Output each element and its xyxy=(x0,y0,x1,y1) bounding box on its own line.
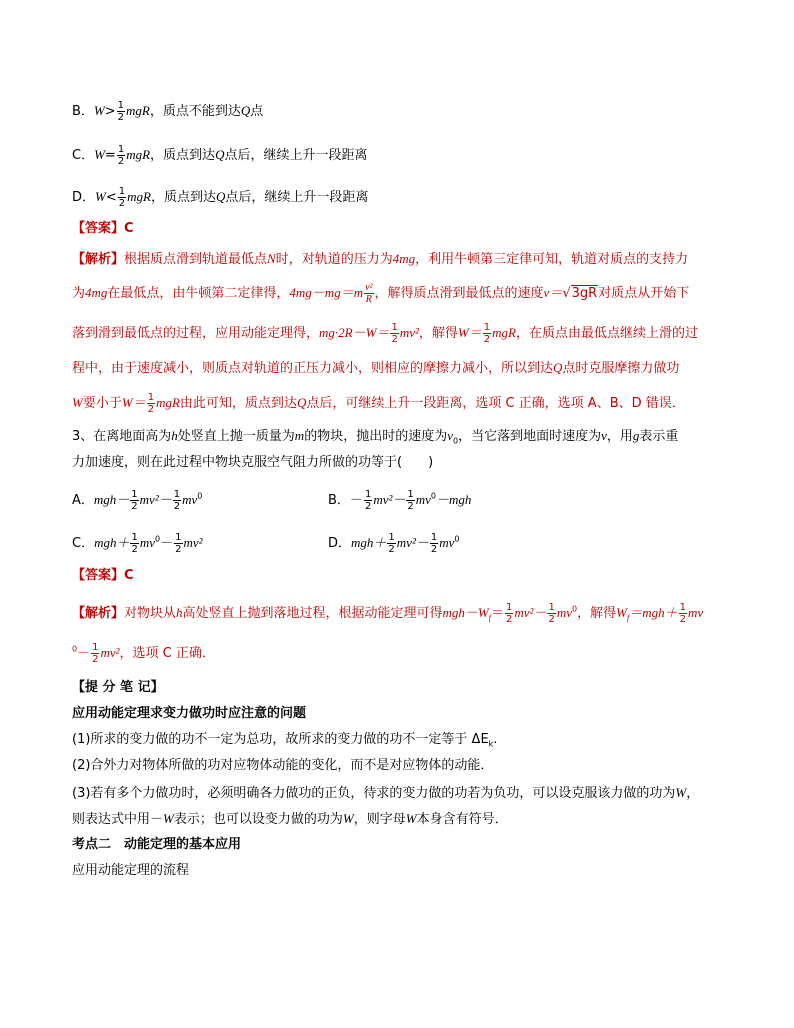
var: v xyxy=(447,428,453,443)
expr: mv²－ xyxy=(139,492,172,507)
operator: － xyxy=(77,646,91,661)
fraction xyxy=(364,489,372,512)
expr: ＝mgh＋ xyxy=(629,605,678,620)
text: (1)所求的变力做的功不一定为总功，故所求的变力做的功不一定等于 ΔE xyxy=(72,732,489,747)
text: ，质点不能到达 xyxy=(149,104,241,119)
fraction xyxy=(406,489,414,512)
option-label: B． xyxy=(328,493,350,508)
var: Q xyxy=(296,395,307,410)
option-label: B． xyxy=(72,104,94,119)
text: 则表达式中用－ xyxy=(72,812,164,827)
text: ，当它落到地面时速度为 xyxy=(458,429,602,444)
section-heading: 考点二 动能定理的基本应用 xyxy=(72,837,242,852)
answer-q3: 【答案】C xyxy=(72,568,134,583)
text: ，质点到达 xyxy=(150,148,216,163)
superscript: 0 xyxy=(197,491,203,501)
expr: W＝ xyxy=(457,325,482,340)
var: W xyxy=(72,395,83,410)
operator: － xyxy=(160,536,174,551)
superscript: 0 xyxy=(572,604,578,614)
expr: mv² xyxy=(100,645,120,660)
denominator: 2 xyxy=(430,544,438,555)
fraction xyxy=(679,602,687,625)
expr: mv² xyxy=(183,535,203,550)
fraction xyxy=(130,489,138,512)
denominator: 2 xyxy=(548,614,555,625)
var-q: Q xyxy=(216,189,226,204)
text: 3、在离地面高为 xyxy=(72,429,172,444)
expr: mv xyxy=(139,535,156,550)
text: 高处竖直上抛到落地过程，根据动能定理可得 xyxy=(182,606,443,621)
q3-option-a xyxy=(72,489,202,512)
denominator: 2 xyxy=(679,614,686,625)
numerator: 1 xyxy=(175,532,182,543)
denominator: 2 xyxy=(131,544,138,555)
sqrt-expr: 3gR xyxy=(571,286,598,301)
expr: mgR xyxy=(156,395,180,410)
denominator: 2 xyxy=(364,501,372,512)
denominator: 2 xyxy=(391,334,398,345)
denominator: 2 xyxy=(173,501,181,512)
denominator: 2 xyxy=(175,544,182,555)
denominator: 2 xyxy=(506,614,513,625)
fraction xyxy=(147,392,155,415)
superscript: 0 xyxy=(72,644,78,654)
expr: mgR xyxy=(127,189,151,204)
numerator: 1 xyxy=(118,186,126,197)
text: 为 xyxy=(72,286,86,301)
text: 表示重 xyxy=(639,429,679,444)
denominator: 2 xyxy=(117,156,125,167)
operator: > xyxy=(104,104,116,119)
var: N xyxy=(267,251,276,266)
text: . xyxy=(493,732,498,747)
text: 对物块从 xyxy=(124,606,177,621)
note-2: (2)合外力对物体所做的功对应物体动能的变化，而不是对应物体的动能． xyxy=(72,758,494,773)
q3-stem-line-2: 力加速度，则在此过程中物块克服空气阻力所做的功等于( ) xyxy=(72,455,434,470)
option-d xyxy=(72,186,368,209)
subscript: 0 xyxy=(452,436,459,446)
fraction xyxy=(117,144,125,167)
superscript: 0 xyxy=(155,534,161,544)
expr: mgR xyxy=(492,325,516,340)
fraction xyxy=(430,532,438,555)
denominator: 2 xyxy=(131,501,138,512)
analysis-line-2: 为4mg在最低点，由牛顿第二定律得，4mg－mg＝m $\frac{\text{v²}}{R}$ ，解得质点滑到最低点的速度v＝√3gR对质点从开始下 xyxy=(72,282,690,305)
expr: W＝ xyxy=(121,395,146,410)
q3-option-b xyxy=(328,489,471,512)
text: 在最低点，由牛顿第二定律得， xyxy=(107,286,290,301)
var-w: W xyxy=(93,103,105,118)
numerator: 1 xyxy=(117,144,125,155)
option-b xyxy=(72,100,263,123)
denominator: 2 xyxy=(407,501,414,512)
expr: mgR xyxy=(126,103,150,118)
text: 点后，继续上升一段距离 xyxy=(224,148,368,163)
expr: mv² xyxy=(399,325,419,340)
var: W xyxy=(616,605,627,620)
fraction xyxy=(505,602,513,625)
analysis-line-4 xyxy=(72,358,679,379)
analysis-tag: 【解析】 xyxy=(72,606,125,621)
expr: mgh＋ xyxy=(94,535,130,550)
analysis-line-5 xyxy=(72,392,685,415)
numerator: 1 xyxy=(92,642,99,653)
var-w: W xyxy=(95,189,106,204)
option-label: C． xyxy=(72,536,95,551)
var: W xyxy=(405,811,417,826)
numerator: 1 xyxy=(131,489,138,500)
text: 点时克服摩擦力做功 xyxy=(562,361,680,376)
fraction xyxy=(174,532,182,555)
expr: mv²－ xyxy=(514,605,547,620)
text: 点后，继续上升一段距离 xyxy=(225,190,369,205)
text: 点 xyxy=(250,104,264,119)
superscript: 0 xyxy=(454,534,460,544)
var-q: Q xyxy=(240,103,251,118)
superscript: 0 xyxy=(430,491,437,501)
expr: v＝ xyxy=(543,285,563,300)
expr: mv xyxy=(687,605,704,620)
fraction xyxy=(547,602,555,625)
text: ，则字母 xyxy=(353,812,406,827)
var: W xyxy=(675,785,687,800)
fraction xyxy=(364,282,373,305)
subscript: k xyxy=(488,739,494,749)
text: ， xyxy=(686,786,700,801)
var: g xyxy=(632,428,640,443)
text: 处竖直上抛一质量为 xyxy=(177,429,295,444)
expr: mv²－ xyxy=(396,535,429,550)
numerator: 1 xyxy=(506,602,513,613)
expr: mv xyxy=(439,535,455,550)
q3-stem-line-1 xyxy=(72,426,678,447)
fraction xyxy=(173,489,181,512)
expr: mv²－ xyxy=(373,492,406,507)
var: Q xyxy=(553,360,563,375)
numerator: 1 xyxy=(430,532,438,543)
expr: mgh－ xyxy=(93,492,130,507)
numerator: v² xyxy=(365,282,373,293)
answer-q2: 【答案】C xyxy=(72,221,134,236)
expr: 4mg xyxy=(85,285,108,300)
numerator: 1 xyxy=(391,322,398,333)
denominator: 2 xyxy=(92,654,99,665)
analysis-line-1 xyxy=(72,249,688,270)
text: 本身含有符号． xyxy=(416,812,508,827)
note-1 xyxy=(72,730,497,750)
q3-analysis-line-2 xyxy=(72,642,215,665)
fraction xyxy=(130,532,138,555)
var: W xyxy=(163,811,174,826)
expr: mgR xyxy=(126,147,151,162)
numerator: 1 xyxy=(483,322,491,333)
text: 时，对轨道的压力为 xyxy=(275,252,393,267)
var: h xyxy=(171,428,178,443)
note-3 xyxy=(72,783,699,804)
operator: = xyxy=(104,148,116,163)
numerator: 1 xyxy=(364,489,372,500)
option-label: A． xyxy=(72,493,94,508)
numerator: 1 xyxy=(117,100,125,111)
expr: mv xyxy=(556,605,572,620)
denominator: 2 xyxy=(118,198,126,209)
option-label: D． xyxy=(328,536,352,551)
var: h xyxy=(176,605,183,620)
option-label: C． xyxy=(72,148,95,163)
var: m xyxy=(294,428,305,443)
numerator: 1 xyxy=(388,532,395,543)
text: ，解得质点滑到最低点的速度 xyxy=(374,286,544,301)
fraction xyxy=(390,322,398,345)
expr: 4mg xyxy=(392,251,416,266)
text: ，利用牛顿第三定律可知，轨道对质点的支持力 xyxy=(415,252,689,267)
text: ，质点到达 xyxy=(150,190,216,205)
note-4 xyxy=(72,809,508,830)
expr: mv xyxy=(182,492,198,507)
numerator: 1 xyxy=(407,489,414,500)
expr: mgh－W xyxy=(442,605,489,620)
expr: mgh＋ xyxy=(351,535,387,550)
expr: － xyxy=(349,493,363,508)
numerator: 1 xyxy=(131,532,138,543)
denominator: 2 xyxy=(388,544,395,555)
notes-title: 应用动能定理求变力做功时应注意的问题 xyxy=(72,706,307,721)
analysis-line-3 xyxy=(72,322,698,345)
text: 落到滑到最低点的过程，应用动能定理得， xyxy=(72,326,320,341)
var-w: W xyxy=(94,147,105,162)
option-label: D． xyxy=(72,190,96,205)
text: ，在质点由最低点继续上滑的过 xyxy=(515,326,698,341)
q3-option-d xyxy=(328,532,459,555)
fraction xyxy=(117,100,125,123)
text: 由此可知，质点到达 xyxy=(179,396,297,411)
fraction xyxy=(387,532,395,555)
text: 对质点从开始下 xyxy=(598,286,690,301)
var: v xyxy=(601,428,607,443)
expr: －mgh xyxy=(436,492,472,507)
var-q: Q xyxy=(215,147,225,162)
text: ，解得 xyxy=(418,326,458,341)
text: 点后，可继续上升一段距离，选项 C 正确，选项 A、B、D 错误． xyxy=(306,396,685,411)
denominator: R xyxy=(365,294,372,305)
subscript: f xyxy=(626,613,630,623)
section-subheading: 应用动能定理的流程 xyxy=(72,863,190,878)
fraction xyxy=(483,322,491,345)
expr: mv xyxy=(415,492,431,507)
analysis-tag: 【解析】 xyxy=(72,252,125,267)
equation: mg·2R－W＝ xyxy=(319,325,390,340)
text: 表示；也可以设变力做的功为 xyxy=(173,812,343,827)
q3-analysis-line-1 xyxy=(72,602,703,625)
operator: ＝ xyxy=(491,606,505,621)
equation: 4mg－mg＝m xyxy=(289,285,364,300)
numerator: 1 xyxy=(147,392,155,403)
fraction xyxy=(91,642,99,665)
notes-heading: 【提 分 笔 记】 xyxy=(72,680,164,695)
text: ，选项 C 正确． xyxy=(119,646,215,661)
numerator: 1 xyxy=(679,602,686,613)
operator: < xyxy=(105,190,117,205)
subscript: f xyxy=(488,613,491,623)
text: (3)若有多个力做功时，必须明确各力做功的正负，待求的变力做的功若为负功，可以设克服该力做的功为 xyxy=(72,786,676,801)
var: W xyxy=(342,811,354,826)
option-c xyxy=(72,144,367,167)
fraction xyxy=(118,186,126,209)
text: 要小于 xyxy=(82,396,122,411)
numerator: 1 xyxy=(548,602,555,613)
denominator: 2 xyxy=(117,112,125,123)
text: 根据质点滑到轨道最低点 xyxy=(124,252,268,267)
text: 的物块，抛出时的速度为 xyxy=(304,429,448,444)
denominator: 2 xyxy=(483,334,491,345)
numerator: 1 xyxy=(173,489,181,500)
text: ，解得 xyxy=(577,606,617,621)
denominator: 2 xyxy=(147,404,155,415)
text: 程中，由于速度减小，则质点对轨道的正压力减小，则相应的摩擦力减小，所以到达 xyxy=(72,361,554,376)
q3-option-c xyxy=(72,532,203,555)
text: ，用 xyxy=(606,429,633,444)
